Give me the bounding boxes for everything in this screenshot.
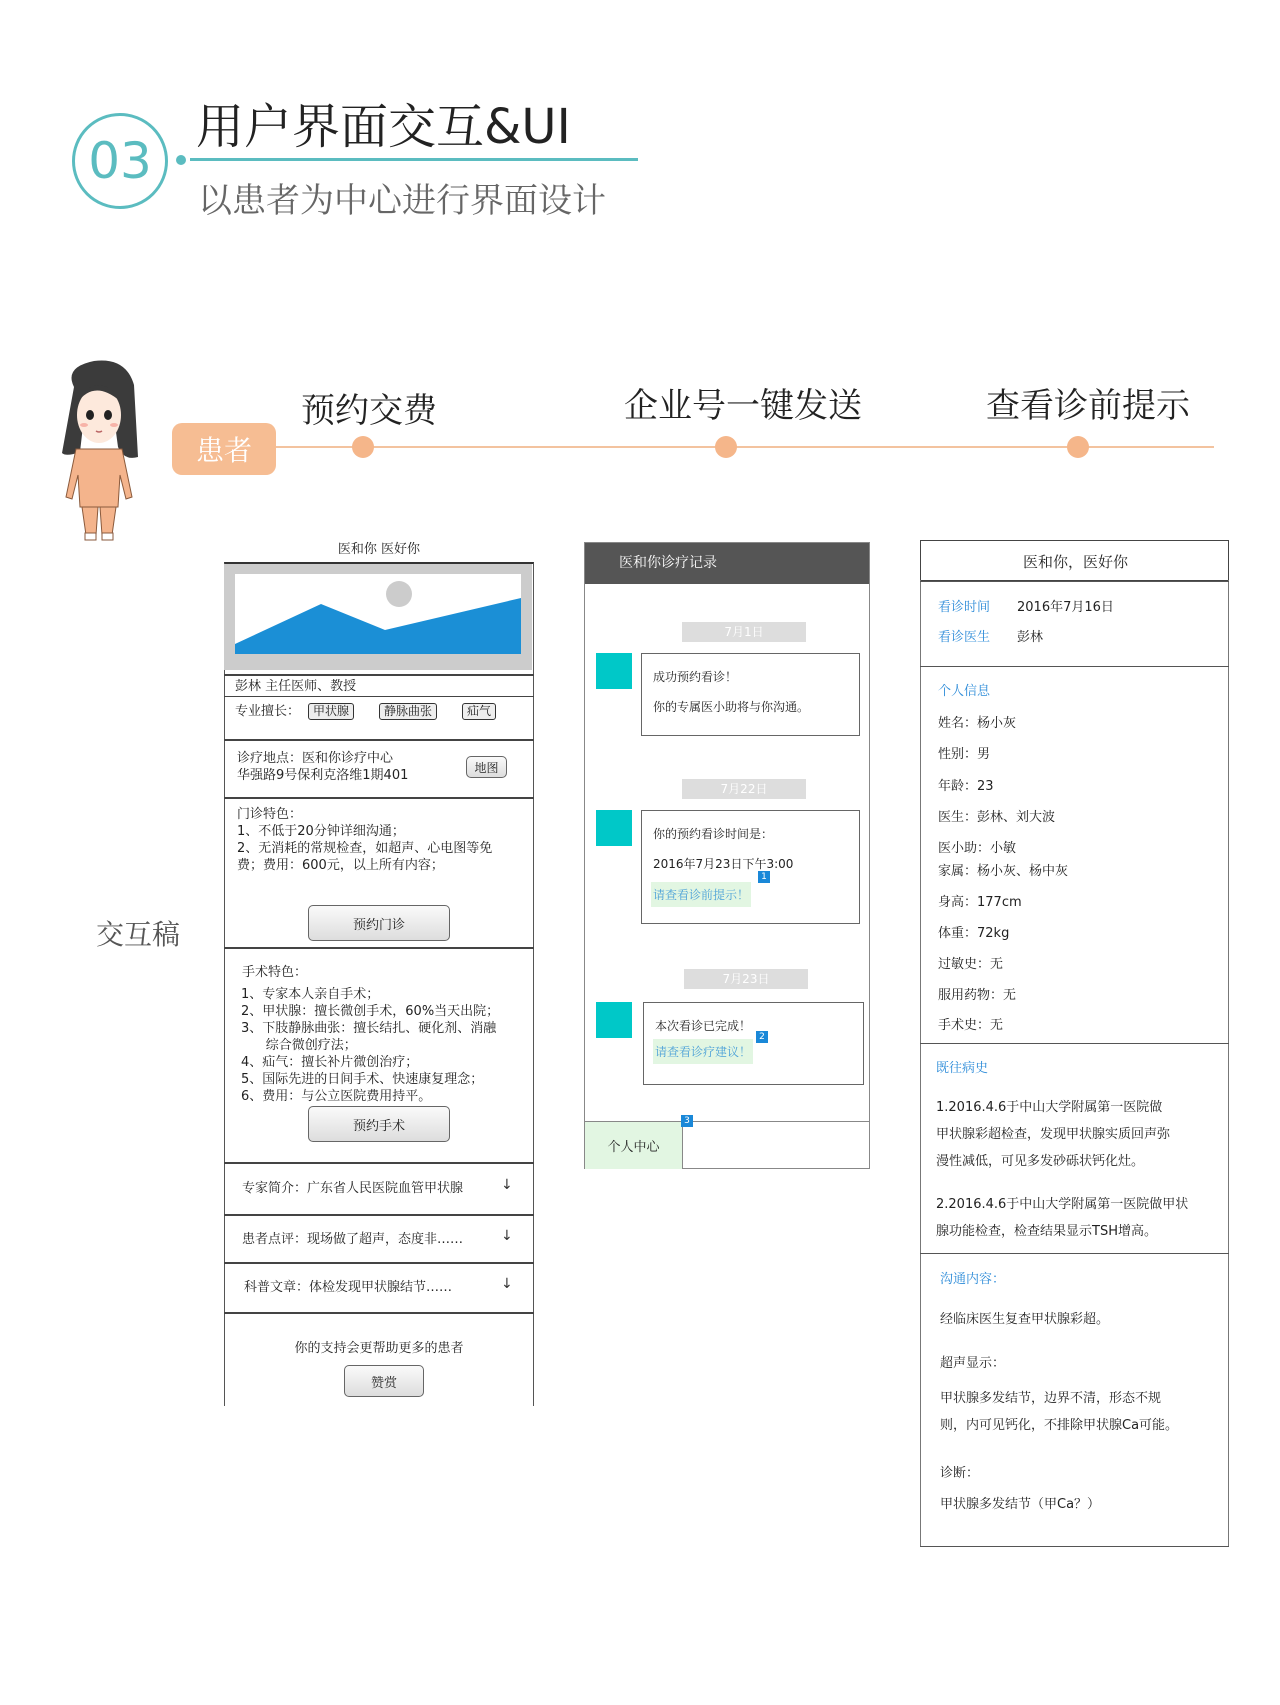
wireframe-visit-detail (920, 540, 1229, 1547)
wf1-divider (224, 739, 534, 741)
wf1-app-title: 医和你 医好你 (337, 542, 421, 557)
history-text: 漫性减低，可见多发砂砾状钙化灶。 (936, 1154, 1145, 1169)
personal-info-item: 医生：彭林、刘大波 (938, 810, 1056, 825)
wf1-divider (224, 1262, 534, 1264)
visit-time-value: 2016年7月16日 (1017, 600, 1114, 615)
specialty-tag[interactable]: 疝气 (462, 703, 496, 720)
message-text: 成功预约看诊！ (653, 670, 738, 684)
step-label-send: 企业号一键发送 (624, 386, 862, 426)
history-text: 甲状腺彩超检查，发现甲状腺实质回声弥 (936, 1127, 1171, 1142)
personal-info-item: 过敏史：无 (938, 957, 1004, 972)
section-number: 03 (72, 113, 168, 209)
visit-time-label: 看诊时间 (938, 600, 991, 615)
wf1-surgery-feature: 3、下肢静脉曲张：擅长结扎、硬化剂、消融 (241, 1021, 497, 1036)
wf3-divider (920, 1253, 1229, 1254)
tab-personal-center[interactable]: 个人中心 (585, 1122, 683, 1169)
visit-doctor-value: 彭林 (1017, 630, 1044, 645)
persona-tag: 患者 (172, 423, 276, 475)
history-text: 腺功能检查，检查结果显示TSH增高。 (936, 1224, 1157, 1239)
wireframe-records (584, 542, 870, 1169)
header-divider (190, 158, 638, 161)
page-subtitle: 以患者为中心进行界面设计 (198, 181, 606, 221)
personal-info-label: 个人信息 (938, 684, 991, 699)
wf1-divider (224, 696, 534, 697)
wf1-location-line2: 华强路9号保利克洛维1期401 (237, 768, 409, 783)
step-label-booking: 预约交费 (301, 391, 437, 431)
wf1-clinic-feature: 1、不低于20分钟详细沟通； (237, 824, 405, 839)
communication-text: 诊断： (940, 1466, 980, 1481)
book-surgery-button[interactable]: 预约手术 (308, 1106, 450, 1142)
map-button[interactable]: 地图 (466, 756, 507, 778)
expand-arrow-icon[interactable]: ↓ (501, 1276, 513, 1292)
assistant-avatar (596, 653, 632, 689)
specialty-tag[interactable]: 甲状腺 (308, 703, 354, 720)
page-title: 用户界面交互&UI (196, 99, 571, 155)
specialty-tag[interactable]: 静脉曲张 (379, 703, 437, 720)
history-label: 既往病史 (936, 1061, 989, 1076)
personal-info-item: 医小助：小敏 (938, 841, 1017, 856)
wf1-clinic-feature: 2、无消耗的常规检查，如超声、心电图等免 (237, 841, 493, 856)
assistant-avatar (596, 810, 632, 846)
treatment-advice-link[interactable]: 请查看诊疗建议！ (653, 1039, 753, 1064)
personal-info-item: 身高：177cm (938, 895, 1022, 910)
personal-info-item: 年龄：23 (938, 779, 994, 794)
wf1-surgery-features-title: 手术特色： (242, 965, 308, 980)
timeline-node-2 (715, 436, 737, 458)
science-article-row[interactable]: 科普文章：体检发现甲状腺结节…… (244, 1280, 453, 1295)
wf1-surgery-feature: 4、疝气：擅长补片微创治疗； (241, 1055, 419, 1070)
timeline-node-3 (1067, 436, 1089, 458)
wf2-header: 医和你诊疗记录 (585, 543, 869, 584)
communication-label: 沟通内容： (940, 1272, 1006, 1287)
wf1-divider (224, 947, 534, 949)
step-badge: 2 (756, 1031, 768, 1043)
history-text: 1.2016.4.6于中山大学附属第一医院做 (936, 1100, 1163, 1115)
expand-arrow-icon[interactable]: ↓ (501, 1228, 513, 1244)
wf3-divider (920, 1546, 1229, 1547)
expand-arrow-icon[interactable]: ↓ (501, 1177, 513, 1193)
message-text: 你的专属医小助将与你沟通。 (653, 700, 810, 714)
wf1-surgery-feature: 2、甲状腺：擅长微创手术，60%当天出院； (241, 1004, 500, 1019)
pre-visit-tips-link[interactable]: 请查看诊前提示！ (651, 882, 751, 907)
personal-info-item: 家属：杨小灰、杨中灰 (938, 864, 1069, 879)
message-card[interactable] (643, 1002, 864, 1085)
message-card[interactable] (641, 653, 860, 736)
communication-text: 超声显示： (940, 1356, 1006, 1371)
wf1-surgery-feature: 综合微创疗法； (241, 1038, 357, 1053)
communication-text: 经临床医生复查甲状腺彩超。 (940, 1312, 1110, 1327)
wf3-divider (920, 666, 1229, 667)
timeline-node-1 (352, 436, 374, 458)
communication-text: 则，内可见钙化，不排除甲状腺Ca可能。 (940, 1418, 1179, 1433)
assistant-avatar (596, 1002, 632, 1038)
wf1-divider (224, 674, 534, 676)
message-text: 本次看诊已完成！ (655, 1019, 752, 1033)
step-label-tips: 查看诊前提示 (986, 386, 1190, 426)
wf1-doctor-name: 彭林 主任医师、教授 (235, 679, 357, 694)
header-dot (176, 155, 186, 165)
wf1-divider (224, 797, 534, 799)
reward-button[interactable]: 赞赏 (344, 1365, 424, 1397)
message-card[interactable] (641, 810, 860, 924)
wf3-header (920, 540, 1229, 581)
expert-intro-row[interactable]: 专家简介：广东省人民医院血管甲状腺 (242, 1181, 464, 1196)
wf1-support-text: 你的支持会更帮助更多的患者 (294, 1341, 464, 1356)
history-text: 2.2016.4.6于中山大学附属第一医院做甲状 (936, 1197, 1189, 1212)
section-label: 交互稿 (96, 918, 181, 951)
visit-doctor-label: 看诊医生 (938, 630, 991, 645)
wf2-tabbar (585, 1121, 869, 1168)
date-chip: 7月22日 (682, 779, 806, 799)
wf1-clinic-features-title: 门诊特色： (237, 807, 303, 822)
wf3-divider (920, 1043, 1229, 1044)
image-placeholder-icon (235, 574, 521, 654)
personal-info-item: 姓名：杨小灰 (938, 716, 1017, 731)
wf1-banner (224, 564, 532, 670)
date-chip: 7月1日 (682, 622, 806, 642)
communication-text: 甲状腺多发结节（甲Ca？） (940, 1497, 1101, 1512)
wf1-divider (224, 1312, 534, 1314)
wf1-specialty-label: 专业擅长： (235, 704, 301, 719)
wf3-divider (920, 581, 1229, 582)
patient-review-row[interactable]: 患者点评：现场做了超声，态度非…… (242, 1232, 464, 1247)
personal-info-item: 体重：72kg (938, 926, 1010, 941)
step-badge: 1 (758, 871, 770, 883)
message-text: 你的预约看诊时间是： (653, 827, 774, 841)
wf1-surgery-feature: 1、专家本人亲自手术； (241, 987, 380, 1002)
book-clinic-button[interactable]: 预约门诊 (308, 905, 450, 941)
step-badge: 3 (681, 1115, 693, 1127)
personal-info-item: 手术史：无 (938, 1018, 1004, 1033)
wf1-location-line1: 诊疗地点：医和你诊疗中心 (237, 751, 394, 766)
patient-avatar-illustration (54, 357, 144, 542)
wireframe-doctor-profile (224, 562, 534, 1406)
personal-info-item: 性别：男 (938, 747, 991, 762)
wf1-clinic-feature: 费；费用：600元，以上所有内容； (237, 858, 444, 873)
communication-text: 甲状腺多发结节，边界不清，形态不规 (940, 1391, 1162, 1406)
wf1-surgery-feature: 6、费用：与公立医院费用持平。 (241, 1089, 432, 1104)
date-chip: 7月23日 (684, 969, 808, 989)
wf1-divider (224, 1214, 534, 1216)
wf3-title: 医和你，医好你 (1022, 553, 1128, 571)
wf1-divider (224, 1162, 534, 1164)
message-text: 2016年7月23日下午3:00 (653, 857, 794, 871)
personal-info-item: 服用药物：无 (938, 988, 1017, 1003)
wf1-surgery-feature: 5、国际先进的日间手术、快速康复理念； (241, 1072, 484, 1087)
